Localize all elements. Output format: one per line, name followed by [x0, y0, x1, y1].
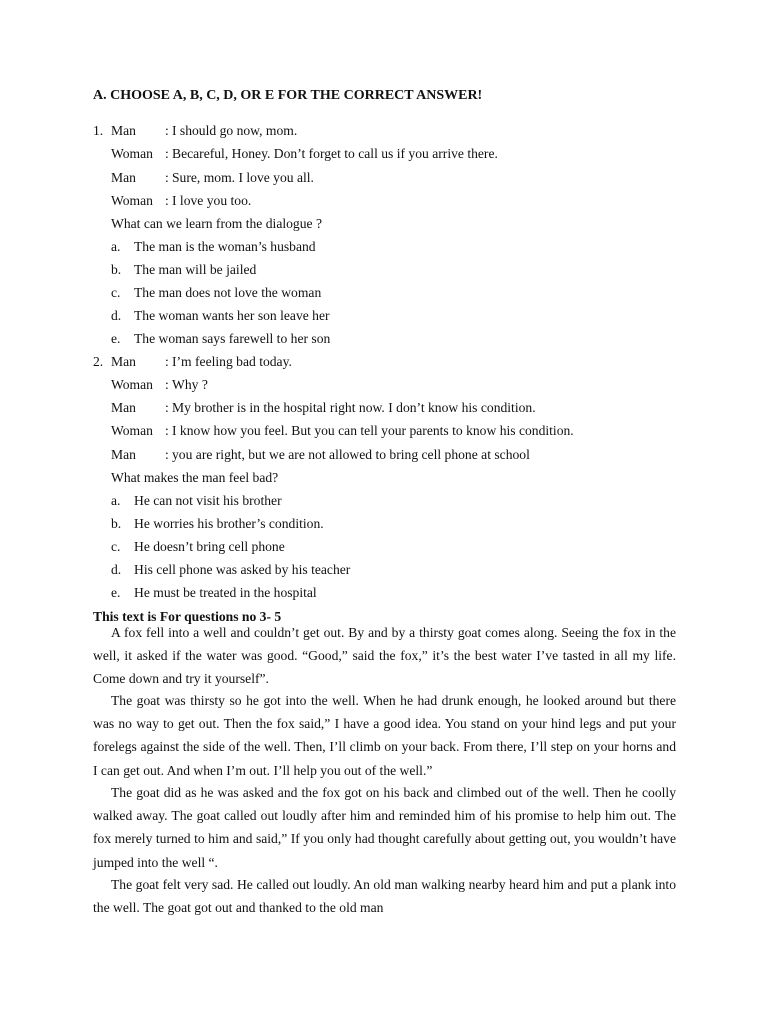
dialogue-line — [0, 146, 768, 166]
speaker-colon: : — [165, 423, 169, 438]
speaker-colon: : — [165, 447, 169, 462]
speaker-name: Woman — [111, 423, 153, 438]
answer-option[interactable] — [0, 539, 768, 559]
answer-option[interactable] — [0, 239, 768, 259]
speaker-name: Woman — [111, 146, 153, 161]
speaker-colon: : — [165, 146, 169, 161]
dialogue-text: Why ? — [172, 377, 208, 392]
speaker-name: Man — [111, 400, 136, 415]
speaker-colon: : — [165, 123, 169, 138]
dialogue-text: My brother is in the hospital right now. I don’t know his condition. — [172, 400, 536, 415]
option-text: The man does not love the woman — [134, 285, 322, 300]
dialogue-text: you are right, but we are not allowed to bring cell phone at school — [172, 447, 530, 462]
dialogue-line — [0, 170, 768, 190]
speaker-name: Man — [111, 170, 136, 185]
option-text: He doesn’t bring cell phone — [134, 539, 285, 554]
dialogue-text: I should go now, mom. — [172, 123, 298, 138]
speaker-name: Woman — [111, 193, 153, 208]
answer-option[interactable] — [0, 493, 768, 513]
dialogue-line — [0, 400, 768, 420]
option-letter: a. — [111, 493, 121, 508]
speaker-name: Man — [111, 447, 136, 462]
speaker-colon: : — [165, 377, 169, 392]
option-text: He worries his brother’s condition. — [134, 516, 324, 531]
speaker-colon: : — [165, 193, 169, 208]
dialogue-text: I love you too. — [172, 193, 252, 208]
section-heading: A. CHOOSE A, B, C, D, OR E FOR THE CORRECT ANSWER! — [93, 88, 483, 103]
dialogue-line — [0, 377, 768, 397]
question-prompt-row — [0, 216, 768, 236]
answer-option[interactable] — [0, 308, 768, 328]
speaker-colon: : — [165, 170, 169, 185]
dialogue-text: Sure, mom. I love you all. — [172, 170, 314, 185]
option-letter: e. — [111, 331, 121, 346]
dialogue-line — [0, 447, 768, 467]
option-text: He must be treated in the hospital — [134, 585, 317, 600]
option-text: The woman wants her son leave her — [134, 308, 330, 323]
question-prompt: What makes the man feel bad? — [111, 470, 279, 485]
option-letter: d. — [111, 308, 122, 323]
speaker-name: Man — [111, 354, 136, 369]
answer-option[interactable] — [0, 285, 768, 305]
speaker-name: Man — [111, 123, 136, 138]
option-letter: e. — [111, 585, 121, 600]
dialogue-text: I know how you feel. But you can tell your parents to know his condition. — [172, 423, 574, 438]
dialogue-line — [0, 193, 768, 213]
option-text: He can not visit his brother — [134, 493, 282, 508]
answer-option[interactable] — [0, 262, 768, 282]
passage-title: This text is For questions no 3- 5 — [93, 609, 282, 624]
option-letter: b. — [111, 516, 122, 531]
passage-paragraph: The goat was thirsty so he got into the well. When he had drunk enough, he looked around but there was no way to get out. Then the fox said,” I have a good idea. You stand on your hind legs and put your forelegs against the side of the well. Then, I’ll climb on your back. From there, I’ll step on your horns and I can get out. And when I’m out. I’ll help you out of the well.” — [93, 693, 676, 778]
dialogue-line — [0, 123, 768, 143]
option-text: The man is the woman’s husband — [134, 239, 316, 254]
passage-paragraph: The goat did as he was asked and the fox got on his back and climbed out of the well. Then he coolly walked away. The goat called out loudly after him and reminded him of his promise to help him out. The fox merely turned to him and said,” If you only had thought carefully about getting out, you wouldn’t have jumped into the well “. — [93, 785, 676, 870]
answer-option[interactable] — [0, 562, 768, 582]
question-prompt-row — [0, 470, 768, 490]
option-text: The woman says farewell to her son — [134, 331, 331, 346]
speaker-colon: : — [165, 400, 169, 415]
dialogue-text: I’m feeling bad today. — [172, 354, 292, 369]
passage-paragraph: The goat felt very sad. He called out loudly. An old man walking nearby heard him and put a plank into the well. The goat got out and thanked to the old man — [93, 877, 676, 916]
passage-paragraph: A fox fell into a well and couldn’t get out. By and by a thirsty goat comes along. Seeing the fox in the well, it asked if the water was good. “Good,” said the fox,” it’s the best water I’ve tasted in all my life. Come down and try it yourself”. — [93, 625, 676, 687]
option-letter: b. — [111, 262, 122, 277]
option-letter: a. — [111, 239, 121, 254]
option-letter: c. — [111, 539, 121, 554]
question-number: 1. — [93, 123, 104, 138]
speaker-name: Woman — [111, 377, 153, 392]
answer-option[interactable] — [0, 585, 768, 605]
speaker-colon: : — [165, 354, 169, 369]
option-text: The man will be jailed — [134, 262, 257, 277]
dialogue-text: Becareful, Honey. Don’t forget to call us if you arrive there. — [172, 146, 498, 161]
question-prompt: What can we learn from the dialogue ? — [111, 216, 322, 231]
dialogue-line — [0, 423, 768, 443]
question-number: 2. — [93, 354, 104, 369]
answer-option[interactable] — [0, 516, 768, 536]
option-text: His cell phone was asked by his teacher — [134, 562, 351, 577]
answer-option[interactable] — [0, 331, 768, 351]
option-letter: d. — [111, 562, 122, 577]
dialogue-line — [0, 354, 768, 374]
option-letter: c. — [111, 285, 121, 300]
